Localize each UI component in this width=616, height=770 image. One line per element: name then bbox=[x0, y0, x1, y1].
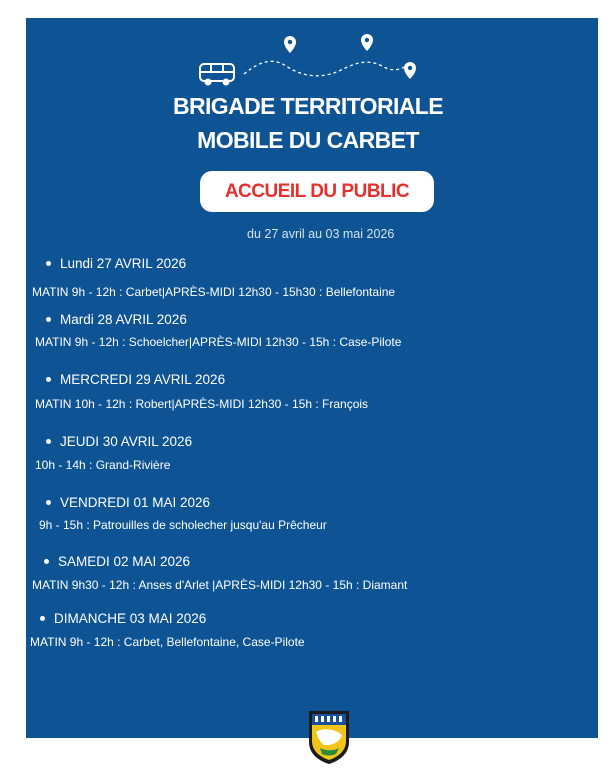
bullet-icon bbox=[46, 317, 51, 322]
bullet-icon bbox=[46, 377, 51, 382]
schedule-day bbox=[40, 611, 206, 626]
date-range: du 27 avril au 03 mai 2026 bbox=[247, 227, 395, 241]
bullet-icon bbox=[44, 559, 49, 564]
schedule-detail: MATIN 9h - 12h : Carbet, Bellefontaine, Case-Pilote bbox=[30, 635, 305, 649]
schedule-day bbox=[46, 372, 225, 387]
page-title-line1: BRIGADE TERRITORIALE bbox=[173, 93, 443, 119]
bullet-icon bbox=[46, 439, 51, 444]
badge-label: ACCUEIL DU PUBLIC bbox=[224, 180, 410, 202]
schedule-day bbox=[46, 495, 210, 510]
page-title-line2: MOBILE DU CARBET bbox=[197, 127, 419, 153]
day-label: DIMANCHE 03 MAI 2026 bbox=[54, 611, 207, 626]
schedule-detail: MATIN 9h30 - 12h : Anses d'Arlet |APRÈS-MIDI 12h30 - 15h : Diamant bbox=[32, 578, 408, 592]
schedule-detail: MATIN 9h - 12h : Schoelcher|APRÈS-MIDI 12h30 - 15h : Case-Pilote bbox=[35, 335, 402, 349]
bullet-icon bbox=[40, 616, 45, 621]
crest-icon bbox=[306, 708, 352, 766]
schedule-detail: MATIN 10h - 12h : Robert|APRÈS-MIDI 12h30 - 15h : François bbox=[35, 397, 369, 411]
schedule-day bbox=[44, 554, 190, 569]
schedule-day bbox=[46, 434, 192, 449]
day-label: MERCREDI 29 AVRIL 2026 bbox=[60, 372, 226, 387]
bullet-icon bbox=[46, 500, 51, 505]
schedule-day bbox=[46, 312, 187, 327]
day-label: SAMEDI 02 MAI 2026 bbox=[58, 554, 191, 569]
bullet-icon bbox=[46, 261, 51, 266]
schedule-detail: MATIN 9h - 12h : Carbet|APRÈS-MIDI 12h30 - 15h30 : Bellefontaine bbox=[32, 285, 396, 299]
schedule-detail: 9h - 15h : Patrouilles de scholecher jusqu'au Prêcheur bbox=[39, 518, 327, 532]
schedule-day bbox=[46, 256, 186, 271]
day-label: Mardi 28 AVRIL 2026 bbox=[60, 312, 187, 327]
day-label: VENDREDI 01 MAI 2026 bbox=[60, 495, 211, 510]
day-label: Lundi 27 AVRIL 2026 bbox=[60, 256, 187, 271]
day-label: JEUDI 30 AVRIL 2026 bbox=[60, 434, 193, 449]
schedule-detail: 10h - 14h : Grand-Rivière bbox=[35, 458, 171, 472]
